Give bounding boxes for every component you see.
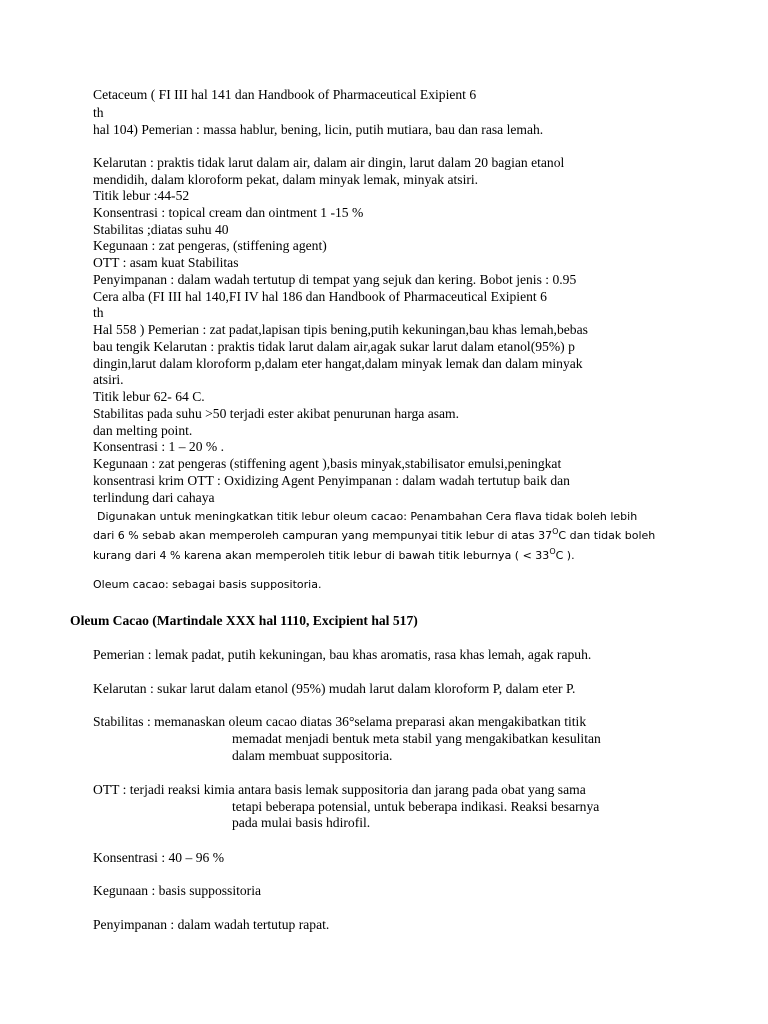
cetaceum-line-10: OTT : asam kuat Stabilitas — [93, 255, 239, 270]
cera-alba-line-7: Titik lebur 62- 64 C. — [93, 389, 205, 404]
cera-alba-line-8: Stabilitas pada suhu >50 terjadi ester akibat penurunan harga asam. — [93, 406, 460, 421]
cetaceum-line-4: Kelarutan : praktis tidak larut dalam air, dalam air dingin, larut dalam 20 bagian etanol — [93, 155, 565, 170]
cera-alba-line-4: bau tengik Kelarutan : praktis tidak larut dalam air,agak sukar larut dalam etanol(95%) p — [93, 339, 575, 354]
cetaceum-line-7: Konsentrasi : topical cream dan ointment 1 -15 % — [93, 205, 364, 220]
oleum-pemerian: Pemerian : lemak padat, putih kekuningan, bau khas aromatis, rasa khas lemah, agak rapuh. — [93, 647, 592, 662]
oleum-cacao-heading: Oleum Cacao (Martindale XXX hal 1110, Excipient hal 517) — [70, 613, 418, 628]
oleum-ott-line-1: OTT : terjadi reaksi kimia antara basis lemak suppositoria dan jarang pada obat yang sama — [93, 782, 586, 797]
oleum-konsentrasi: Konsentrasi : 40 – 96 % — [93, 850, 225, 865]
cetaceum-line-9: Kegunaan : zat pengeras, (stiffening agent) — [93, 238, 327, 253]
degree-superscript: O — [549, 547, 556, 556]
note-line-2-tail: C dan tidak boleh — [558, 529, 656, 542]
cera-alba-line-2: th — [93, 305, 104, 320]
cetaceum-line-11: Penyimpanan : dalam wadah tertutup di tempat yang sejuk dan kering. Bobot jenis : 0.95 — [93, 272, 577, 287]
cetaceum-line-6: Titik lebur :44-52 — [93, 188, 190, 203]
oleum-stabilitas-line-1: Stabilitas : memanaskan oleum cacao diatas 36°selama preparasi akan mengakibatkan titik — [93, 714, 587, 729]
cetaceum-line-5: mendidih, dalam kloroform pekat, dalam minyak lemak, minyak atsiri. — [93, 172, 479, 187]
oleum-ott-line-2: tetapi beberapa potensial, untuk beberapa indikasi. Reaksi besarnya — [232, 799, 600, 814]
note-line-3-tail: C ). — [555, 549, 575, 562]
cera-alba-line-3: Hal 558 ) Pemerian : zat padat,lapisan tipis bening,putih kekuningan,bau khas lemah,bebas — [93, 322, 588, 337]
cera-alba-line-12: konsentrasi krim OTT : Oxidizing Agent Penyimpanan : dalam wadah tertutup baik dan — [93, 473, 570, 488]
cera-alba-line-11: Kegunaan : zat pengeras (stiffening agent ),basis minyak,stabilisator emulsi,peningkat — [93, 456, 562, 471]
cera-alba-line-6: atsiri. — [93, 372, 124, 387]
cetaceum-line-3: hal 104) Pemerian : massa hablur, bening, licin, putih mutiara, bau dan rasa lemah. — [93, 122, 544, 137]
note-line-1: Digunakan untuk meningkatkan titik lebur oleum cacao: Penambahan Cera flava tidak boleh lebih — [97, 510, 638, 523]
oleum-kelarutan: Kelarutan : sukar larut dalam etanol (95%) mudah larut dalam kloroform P, dalam eter P. — [93, 681, 576, 696]
cera-alba-line-10: Konsentrasi : 1 – 20 % . — [93, 439, 225, 454]
cetaceum-line-1: Cetaceum ( FI III hal 141 dan Handbook of Pharmaceutical Exipient 6 — [93, 87, 477, 102]
cetaceum-line-8: Stabilitas ;diatas suhu 40 — [93, 222, 229, 237]
note-line-4: Oleum cacao: sebagai basis suppositoria. — [93, 578, 322, 591]
cera-alba-line-1: Cera alba (FI III hal 140,FI IV hal 186 dan Handbook of Pharmaceutical Exipient 6 — [93, 289, 547, 304]
oleum-stabilitas-line-2: memadat menjadi bentuk meta stabil yang mengakibatkan kesulitan — [232, 731, 601, 746]
oleum-kegunaan: Kegunaan : basis suppossitoria — [93, 883, 262, 898]
note-line-2-text: dari 6 % sebab akan memperoleh campuran yang mempunyai titik lebur di atas 37 — [93, 529, 553, 542]
note-line-3 — [93, 547, 575, 564]
note-line-3-text: kurang dari 4 % karena akan memperoleh titik lebur di bawah titik leburnya ( < 33 — [93, 549, 550, 562]
oleum-penyimpanan: Penyimpanan : dalam wadah tertutup rapat. — [93, 917, 330, 932]
degree-superscript: O — [552, 527, 559, 536]
oleum-ott-line-3: pada mulai basis hdirofil. — [232, 815, 371, 830]
oleum-stabilitas-line-3: dalam membuat suppositoria. — [232, 748, 393, 763]
cera-alba-line-9: dan melting point. — [93, 423, 193, 438]
cetaceum-line-2: th — [93, 105, 104, 120]
note-line-2 — [93, 527, 655, 544]
cera-alba-line-5: dingin,larut dalam kloroform p,dalam eter hangat,dalam minyak lemak dan dalam minyak — [93, 356, 583, 371]
cera-alba-line-13: terlindung dari cahaya — [93, 490, 215, 505]
